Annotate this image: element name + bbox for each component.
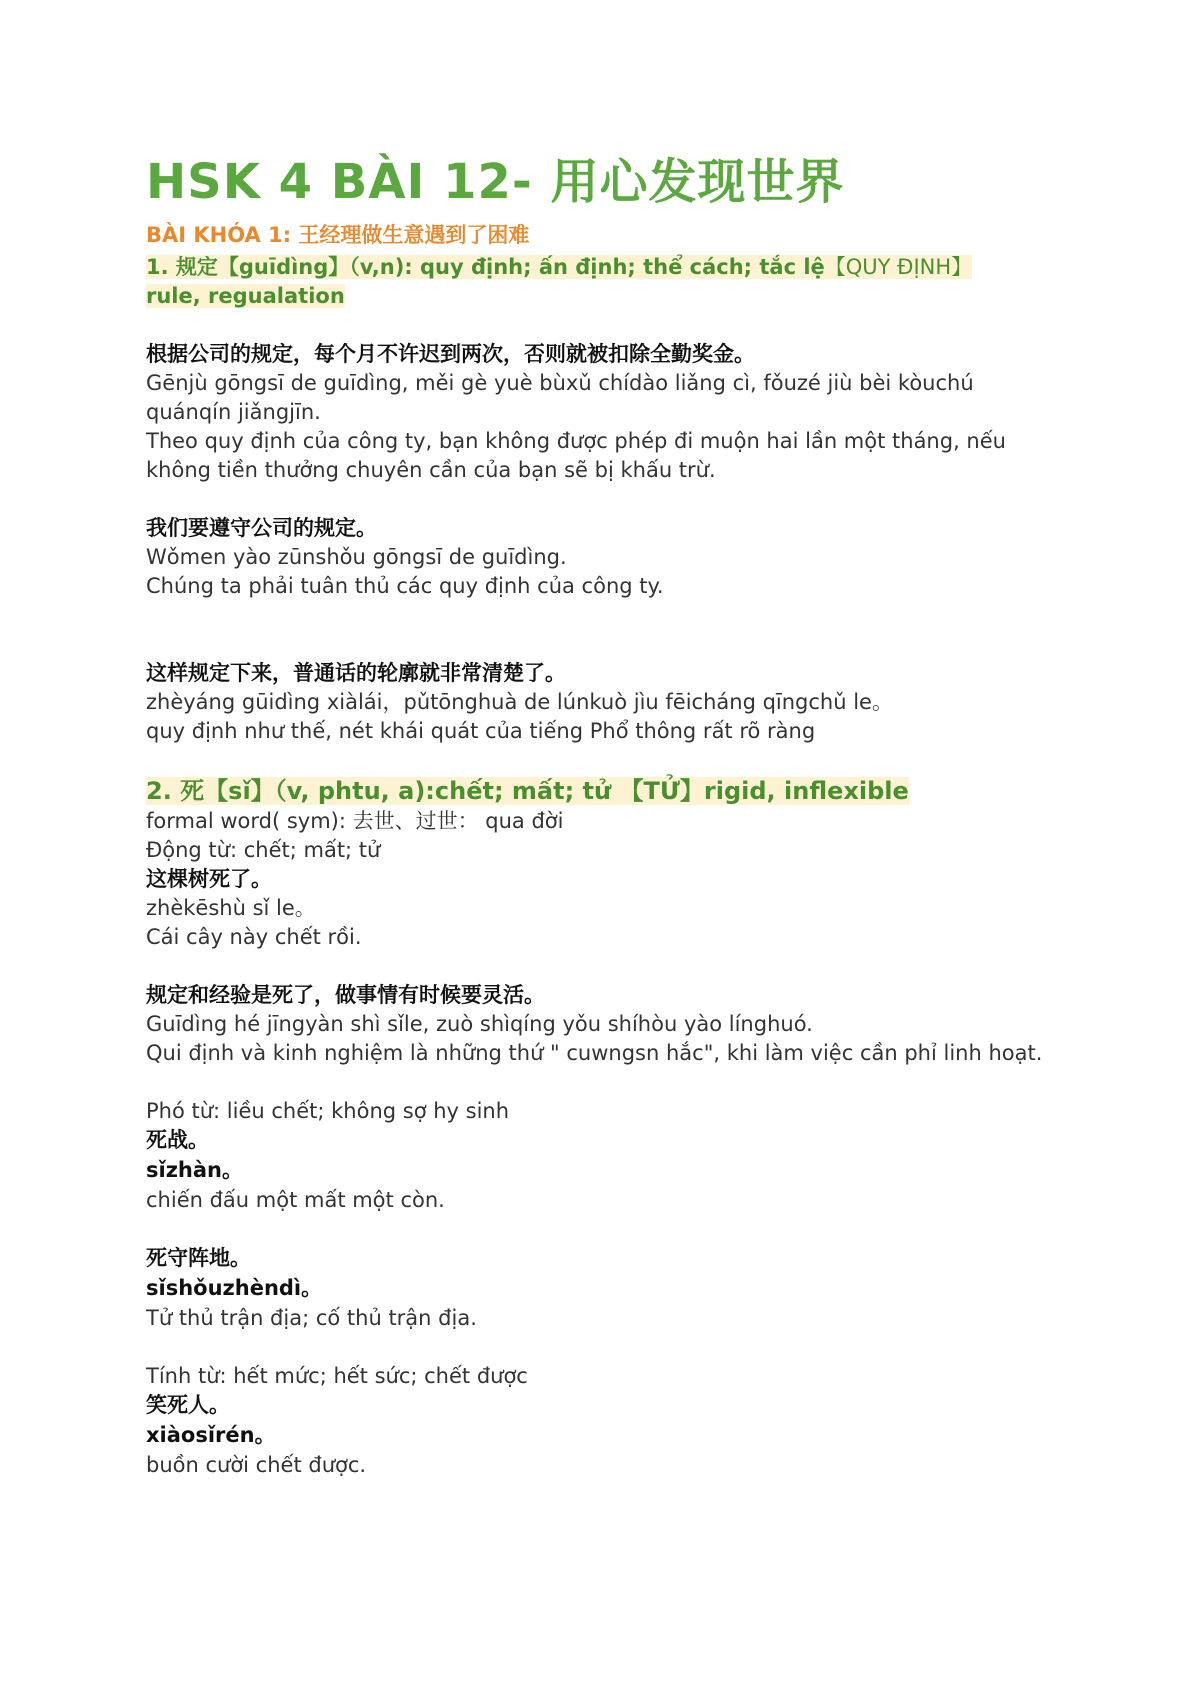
example-pinyin: sǐzhàn。	[146, 1158, 243, 1183]
part-of-speech-adjective: Tính từ: hết mức; hết sức; chết được	[146, 1364, 528, 1389]
example-vietnamese: quy định như thế, nét khái quát của tiếng Phổ thông rất rõ ràng	[146, 719, 816, 744]
example-chinese: 死守阵地。	[146, 1246, 251, 1271]
example-block	[146, 865, 1086, 952]
vocab-entry-si	[146, 775, 1086, 865]
vocab-definition: 2. 死【sǐ】（v, phtu, a):chết; mất; tử 【TỬ】rigid, inflexible	[146, 777, 909, 806]
example-pinyin: zhèkēshù sǐ le。	[146, 896, 316, 921]
example-pinyin: Gēnjù gōngsī de guīdìng, měi gè yuè bùxǔ chídào liǎng cì, fǒuzé jiù bèi kòuchú	[146, 371, 974, 396]
document-content	[146, 152, 1086, 1480]
vocab-english: rule, regualation	[146, 284, 345, 309]
example-vietnamese-cont: không tiền thưởng chuyên cần của bạn sẽ bị khấu trừ.	[146, 458, 716, 483]
example-chinese: 死战。	[146, 1128, 209, 1153]
example-block	[146, 340, 1086, 485]
vocab-hanviet-tag: 【QUY ĐỊNH】	[824, 255, 973, 280]
example-block	[146, 514, 1086, 601]
example-chinese: 笑死人。	[146, 1393, 230, 1418]
part-of-speech-adverb: Phó từ: liều chết; không sợ hy sinh	[146, 1099, 510, 1124]
example-vietnamese: Cái cây này chết rồi.	[146, 925, 362, 950]
example-chinese: 根据公司的规定，每个月不许迟到两次，否则就被扣除全勤奖金。	[146, 342, 755, 367]
example-vietnamese: Chúng ta phải tuân thủ các quy định của công ty.	[146, 574, 664, 599]
example-chinese: 这棵树死了。	[146, 867, 272, 892]
adverb-usage-block	[146, 1097, 1086, 1215]
example-vietnamese: Qui định và kinh nghiệm là những thứ " cuwngsn hắc", khi làm việc cần phỉ linh hoạt.	[146, 1041, 1043, 1066]
example-chinese: 这样规定下来，普通话的轮廓就非常清楚了。	[146, 661, 566, 686]
example-vietnamese: Theo quy định của công ty, bạn không được phép đi muộn hai lần một tháng, nếu	[146, 429, 1006, 454]
example-chinese: 规定和经验是死了，做事情有时候要灵活。	[146, 983, 545, 1008]
lesson-heading: BÀI KHÓA 1: 王经理做生意遇到了困难	[146, 223, 530, 247]
vocab-definition: 1. 规定【guīdìng】（v,n): quy định; ấn định; thể cách; tắc lệ	[146, 255, 825, 280]
example-block	[146, 981, 1086, 1068]
vocab-entry-guiding	[146, 253, 1086, 311]
example-pinyin: zhèyáng gūidìng xiàlái，pǔtōnghuà de lúnkuò jìu fēicháng qīngchǔ le。	[146, 690, 893, 715]
example-pinyin: xiàosǐrén。	[146, 1423, 276, 1448]
part-of-speech-verb: Động từ: chết; mất; tử	[146, 838, 381, 863]
page-title: HSK 4 BÀI 12- 用心发现世界	[146, 154, 845, 210]
example-block	[146, 1244, 1086, 1333]
vocab-synonyms: formal word( sym): 去世、过世： qua đời	[146, 809, 564, 834]
example-pinyin: Wǒmen yào zūnshǒu gōngsī de guīdìng.	[146, 545, 567, 570]
example-chinese: 我们要遵守公司的规定。	[146, 516, 377, 541]
example-pinyin: Guīdìng hé jīngyàn shì sǐle, zuò shìqíng yǒu shíhòu yào línghuó.	[146, 1012, 813, 1037]
example-vietnamese: Tử thủ trận địa; cố thủ trận địa.	[146, 1306, 477, 1331]
example-vietnamese: chiến đấu một mất một còn.	[146, 1188, 445, 1213]
example-vietnamese: buồn cười chết được.	[146, 1453, 367, 1478]
adjective-usage-block	[146, 1362, 1086, 1480]
example-pinyin-cont: quánqín jiǎngjīn.	[146, 400, 321, 425]
example-block	[146, 659, 1086, 746]
example-pinyin: sǐshǒuzhèndì。	[146, 1276, 323, 1301]
